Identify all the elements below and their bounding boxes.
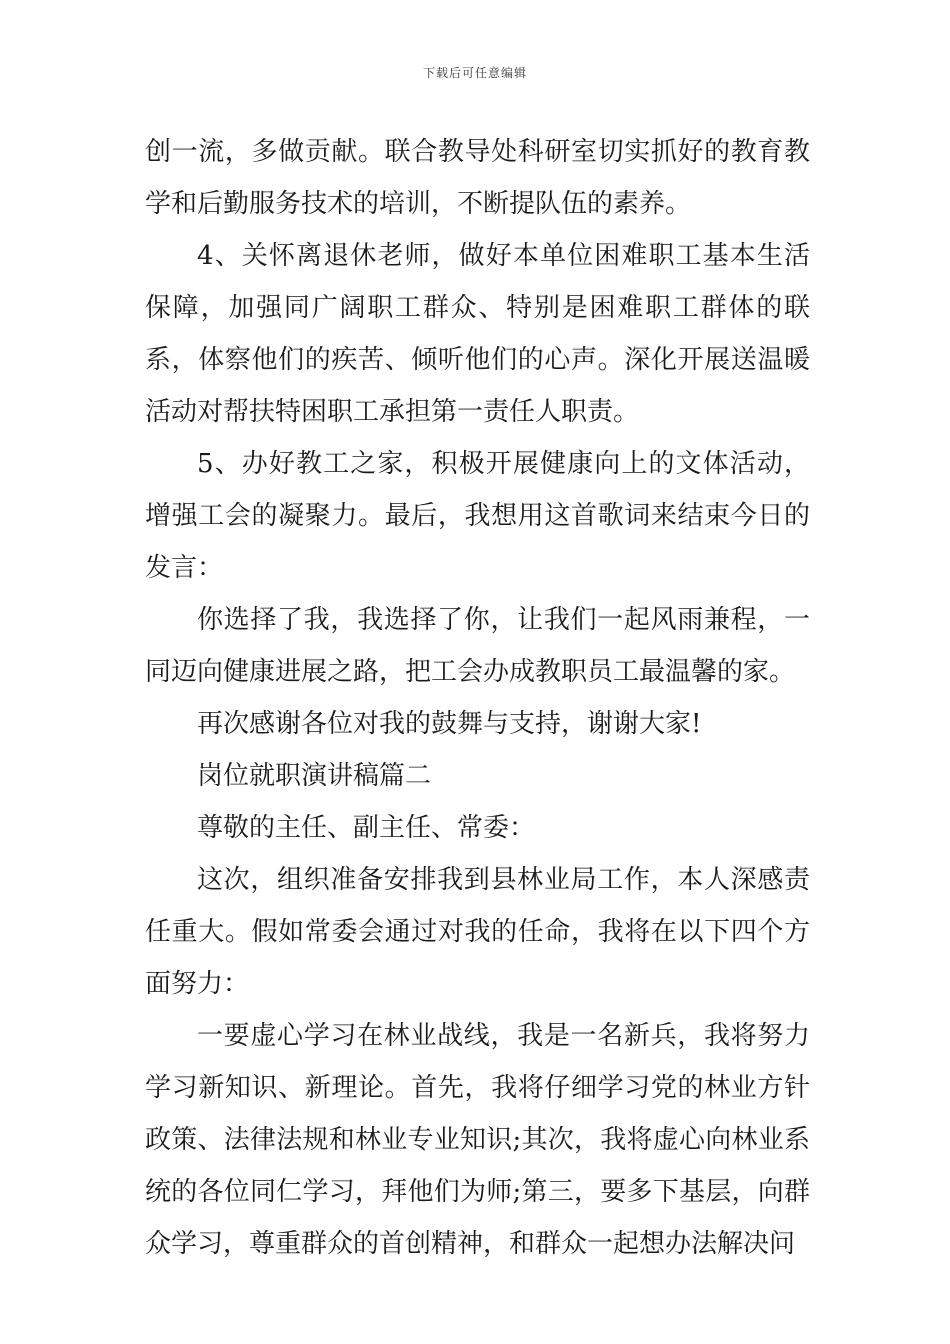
paragraph-4: 你选择了我，我选择了你，让我们一起风雨兼程，一同迈向健康进展之路，把工会办成教职员工最温馨的家。 (145, 605, 810, 687)
paragraph-2: 4、关怀离退休老师，做好本单位困难职工基本生活保障，加强同广阔职工群众、特别是困难职工群体的联系，体察他们的疾苦、倾听他们的心声。深化开展送温暖活动对帮扶特困职工承担第一责任人职责。 (145, 241, 810, 427)
paragraph-8: 这次，组织准备安排我到县林业局工作，本人深感责任重大。假如常委会通过对我的任命，我将在以下四个方面努力： (145, 865, 810, 999)
paragraph-5: 再次感谢各位对我的鼓舞与支持，谢谢大家! (197, 709, 702, 739)
section-heading: 岗位就职演讲稿篇二 (197, 761, 432, 791)
document-body (145, 126, 810, 1270)
paragraph-1: 创一流，多做贡献。联合教导处科研室切实抓好的教育教学和后勤服务技术的培训，不断提队伍的素养。 (145, 137, 810, 219)
paragraph-3: 5、办好教工之家，积极开展健康向上的文体活动，增强工会的凝聚力。最后，我想用这首歌词来结束今日的发言： (145, 449, 810, 583)
paragraph-9: 一要虚心学习在林业战线，我是一名新兵，我将努力学习新知识、新理论。首先，我将仔细学习党的林业方针政策、法律法规和林业专业知识;其次，我将虚心向林业系统的各位同仁学习，拜他们为师;第三，要多下基层，向群众学习，尊重群众的首创精神，和群众一起想办法解决问 (145, 1021, 810, 1259)
page-header: 下载后可任意编辑 (422, 66, 527, 80)
salutation: 尊敬的主任、副主任、常委： (197, 813, 536, 843)
